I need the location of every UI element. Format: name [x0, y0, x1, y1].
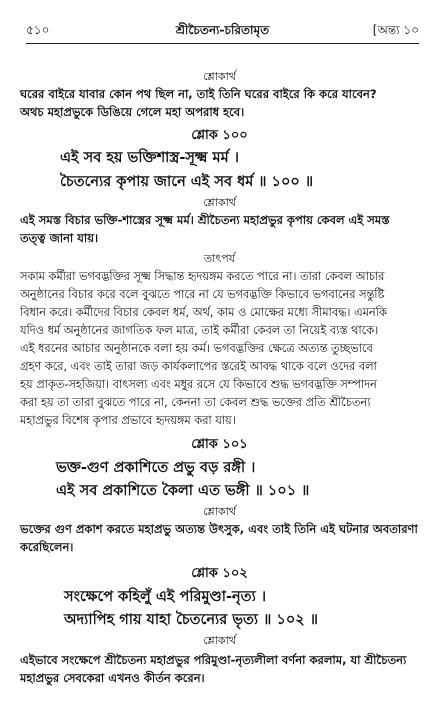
purport-line: করা হয় তা তারা বুঝতে পারে না, কেননা তা কেবল শুদ্ধ ভক্তের প্রতি শ্রীচৈতন্য: [20, 396, 371, 409]
purport-line: অনুষ্ঠানের বিচার করে বলে বুঝতে পারে না যে ভগবদ্ভক্তি কিভাবে ভগবানের সন্তুষ্টি: [20, 288, 385, 301]
translation-line: মহাপ্রভুর সেবকেরা এখনও কীর্তন করেন।: [20, 671, 205, 685]
translation-line: এইভাবে সংক্ষেপে শ্রীচৈতন্য মহাপ্রভুর পরিমুণ্ডা-নৃত্যলীলা বর্ণনা করলাম, যা শ্রীচৈতন্য: [20, 653, 407, 667]
chapter-marker: [অন্ত্য ১০: [372, 23, 419, 37]
verse-line: এই সব প্রকাশিতে কৈলা এত ভঙ্গী ॥ ১০১ ॥: [56, 483, 310, 499]
translation-line: তত্ত্ব জানা যায়।: [20, 231, 99, 245]
running-header: [26, 22, 419, 40]
verse-heading-100: শ্লোক ১০০: [191, 128, 248, 143]
purport-label: তাৎপর্য: [203, 252, 236, 265]
translation-label: শ্লোকার্থ: [203, 70, 236, 83]
translation-line: ঘরের বাইরে যাবার কোন পথ ছিল না, তাই তিনি ঘরের বাইরে কি করে যাবেন?: [20, 87, 377, 101]
book-title: শ্রীচৈতন্য-চরিতামৃত: [175, 23, 270, 37]
verse-line: ভক্ত-গুণ প্রকাশিতে প্রভু বড় রঙ্গী ।: [56, 460, 256, 476]
verse-line: এই সব হয় ভক্তিশাস্ত্র-সূক্ষ্ম মর্ম ।: [60, 150, 239, 166]
purport-line: মহাপ্রভুর বিশেষ কৃপার প্রভাবে হৃদয়ঙ্গম করা যায়।: [20, 414, 236, 427]
verse-line: সংক্ষেপে কহিলুঁ এই পরিমুণ্ডা-নৃত্য ।: [64, 589, 267, 605]
header-rule: [26, 43, 419, 44]
translation-line: এই সমস্ত বিচার ভক্তি-শাস্ত্রের সূক্ষ্ম মর্ম। শ্রীচৈতন্য মহাপ্রভুর কৃপায় কেবল এই সমস্ত: [20, 213, 390, 227]
translation-line: করেছিলেন।: [20, 540, 74, 554]
verse-line: চৈতন্যের কৃপায় জানে এই সব ধর্ম ॥ ১০০ ॥: [60, 174, 314, 190]
verse-heading-101: শ্লোক ১০১: [191, 437, 248, 452]
translation-line: ভক্তের গুণ প্রকাশ করতে মহাপ্রভু অত্যন্ত উৎসুক, এবং তাই তিনি এই ঘটনার অবতারণা: [20, 522, 418, 536]
page-number: ৫১০: [26, 23, 50, 37]
purport-line: বিধান করে। কর্মীদের বিচার কেবল ধর্ম, অর্থ, কাম ও মোক্ষের মধ্যে সীমাবদ্ধ। এমনকি: [20, 306, 387, 319]
purport-line: যদিও ধর্ম অনুষ্ঠানের জাগতিক ফল মাত্র, তাই কর্মীরা কেবল তা নিয়েই ব্যস্ত থাকে।: [20, 324, 379, 337]
translation-line: অথচ মহাপ্রভুকে ডিঙিয়ে গেলে মহা অপরাধ হবে।: [20, 105, 245, 119]
purport-line: এই ধরনের আচার অনুষ্ঠানকে বলা হয় কর্ম। ভগবদ্ভক্তির ক্ষেত্রে অত্যন্ত তুচ্ছভাবে: [20, 342, 373, 355]
translation-label: শ্লোকার্থ: [203, 634, 236, 647]
translation-label: শ্লোকার্থ: [203, 505, 236, 518]
translation-label: শ্লোকার্থ: [203, 196, 236, 209]
verse-heading-102: শ্লোক ১০২: [191, 566, 248, 581]
verse-line: অদ্যাপিহ গায় যাহা চৈতন্যের ভৃত্য ॥ ১০২ ॥: [64, 612, 318, 628]
purport-line: হয় প্রাকৃত-সহজিয়া। বাৎসল্য এবং মধুর রসে যে কিভাবে শুদ্ধ ভগবদ্ভক্তি সম্পাদন: [20, 378, 377, 391]
purport-line: সকাম কর্মীরা ভগবদ্ভক্তির সূক্ষ্ম সিদ্ধান্ত হৃদয়ঙ্গম করতে পারে না। তারা কেবল আচার: [20, 270, 385, 283]
purport-line: গ্রহণ করে, এবং তাই তারা জড় কার্যকলাপের স্তরেই আবদ্ধ থাকে বলে ওদের বলা: [20, 360, 377, 373]
